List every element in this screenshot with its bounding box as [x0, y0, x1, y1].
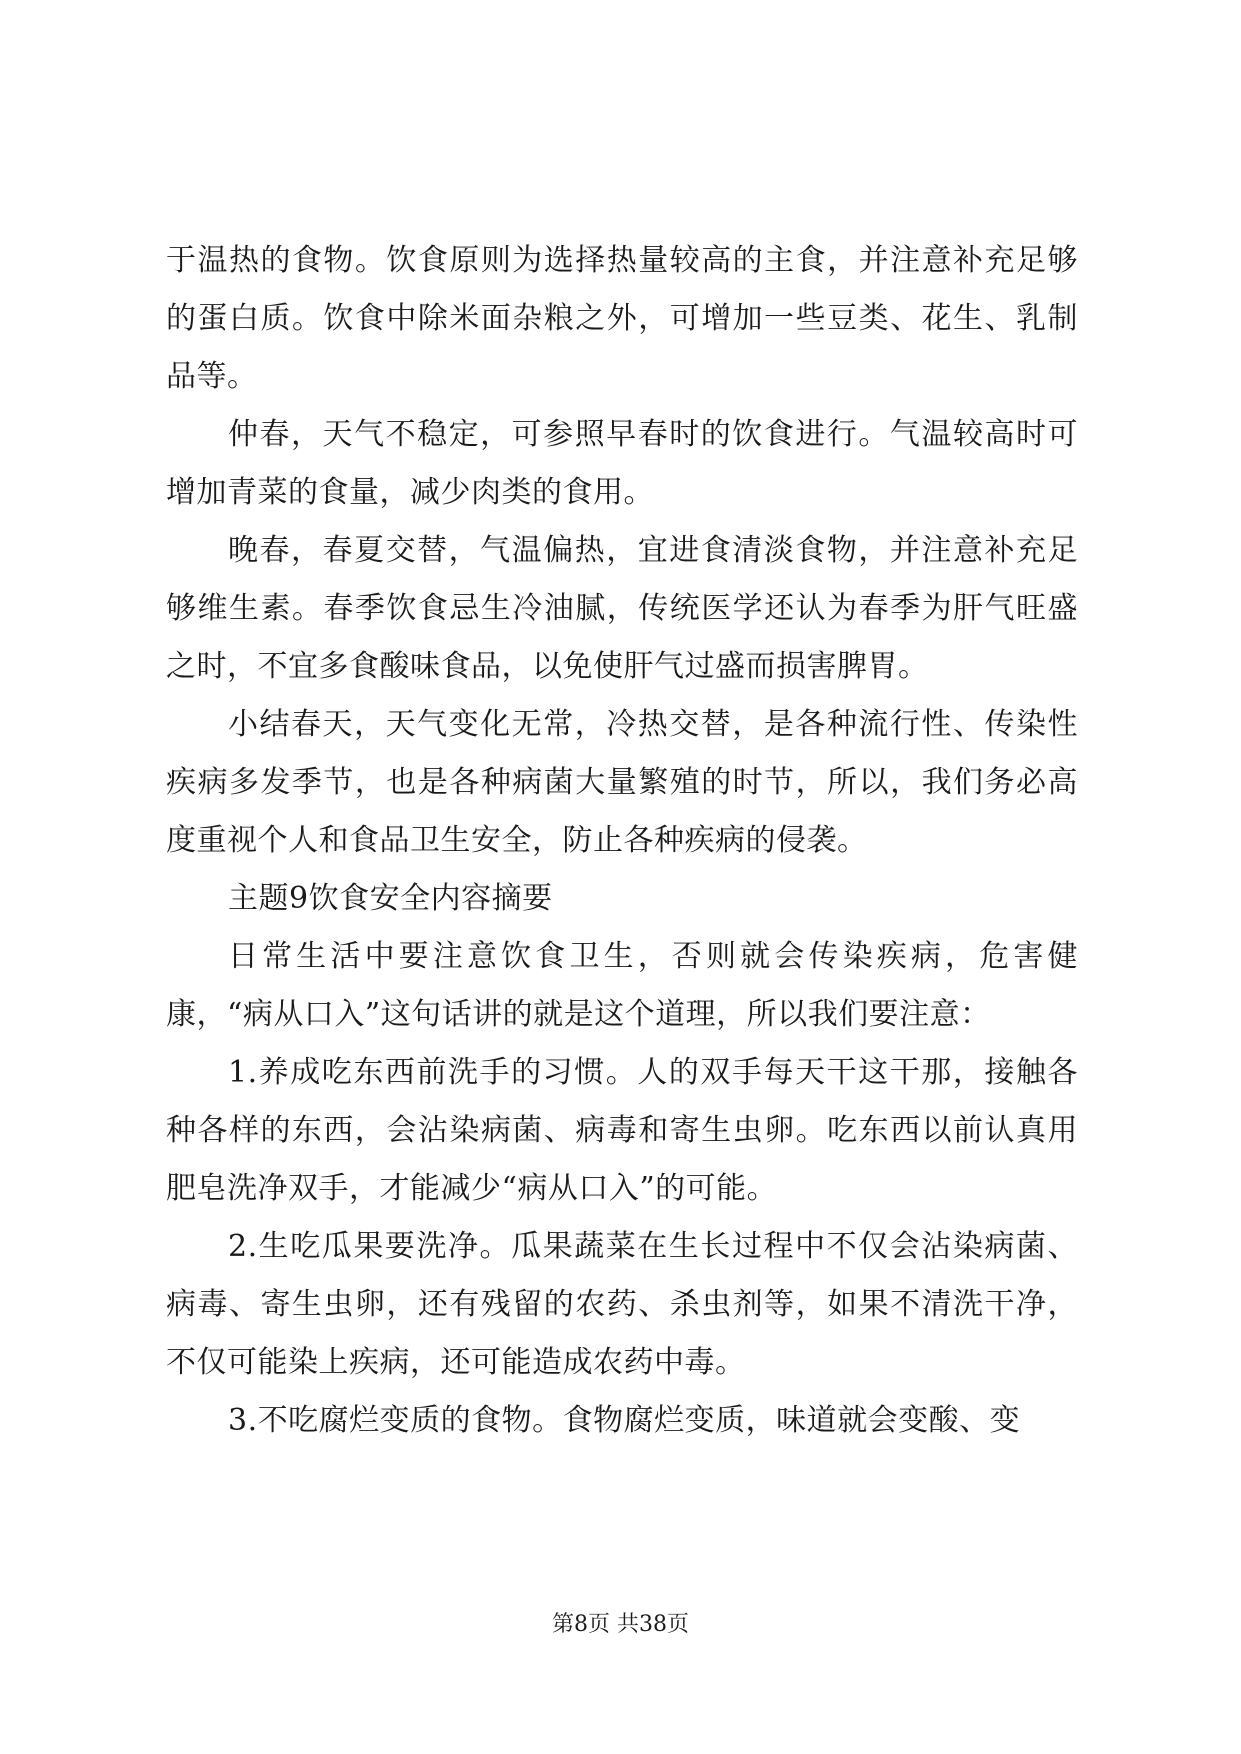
list-item: 1.养成吃东西前洗手的习惯。人的双手每天干这干那，接触各种各样的东西，会沾染病菌、病毒和寄生虫卵。吃东西以前认真用肥皂洗净双手，才能减少“病从口入”的可能。 — [166, 1055, 1078, 1206]
paragraph: 小结春天，天气变化无常，冷热交替，是各种流行性、传染性疾病多发季节，也是各种病菌大量繁殖的时节，所以，我们务必高度重视个人和食品卫生安全，防止各种疾病的侵袭。 — [166, 707, 1078, 858]
page-footer: 第8页 共38页 — [552, 1612, 689, 1637]
list-item: 3.不吃腐烂变质的食物。食物腐烂变质，味道就会变酸、变 — [228, 1403, 1021, 1438]
section-heading: 主题9饮食安全内容摘要 — [228, 881, 553, 916]
paragraph: 仲春，天气不稳定，可参照早春时的饮食进行。气温较高时可增加青菜的食量，减少肉类的食用。 — [166, 417, 1078, 510]
paragraph: 日常生活中要注意饮食卫生，否则就会传染疾病，危害健康，“病从口入”这句话讲的就是这个道理，所以我们要注意： — [166, 939, 1078, 1032]
list-item: 2.生吃瓜果要洗净。瓜果蔬菜在生长过程中不仅会沾染病菌、病毒、寄生虫卵，还有残留的农药、杀虫剂等，如果不清洗干净，不仅可能染上疾病，还可能造成农药中毒。 — [166, 1229, 1078, 1380]
paragraph: 晚春，春夏交替，气温偏热，宜进食清淡食物，并注意补充足够维生素。春季饮食忌生冷油腻，传统医学还认为春季为肝气旺盛之时，不宜多食酸味食品，以免使肝气过盛而损害脾胃。 — [166, 533, 1078, 684]
document-body — [166, 232, 1078, 1450]
paragraph: 于温热的食物。饮食原则为选择热量较高的主食，并注意补充足够的蛋白质。饮食中除米面杂粮之外，可增加一些豆类、花生、乳制品等。 — [166, 243, 1078, 394]
